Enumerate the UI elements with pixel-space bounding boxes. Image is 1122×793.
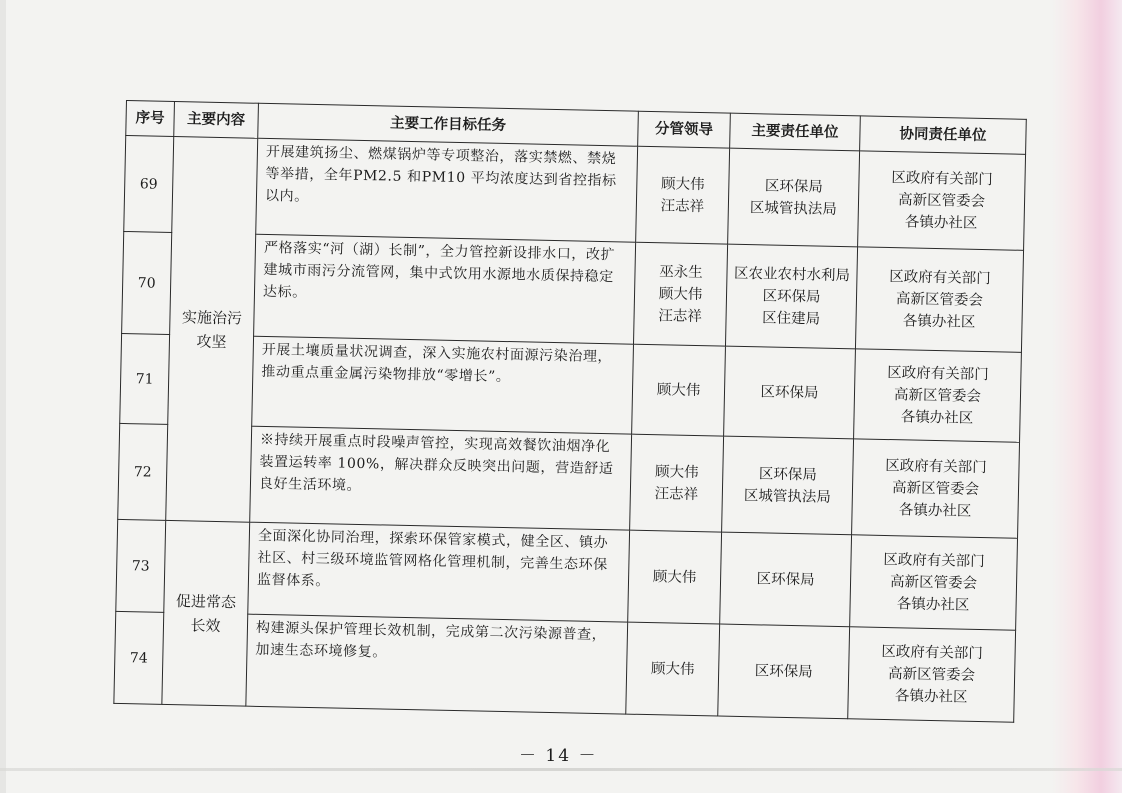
task-table (113, 100, 1026, 723)
coop-unit-cell: 区政府有关部门 高新区管委会 各镇办社区 (858, 151, 1026, 250)
coop-unit-cell: 区政府有关部门 高新区管委会 各镇办社区 (848, 627, 1016, 722)
category-label: 实施治污 (181, 307, 243, 327)
header-content: 主要内容 (174, 102, 259, 139)
coop-unit-cell: 区政府有关部门 高新区管委会 各镇办社区 (852, 439, 1020, 538)
main-unit-cell: 区环保局 (720, 532, 852, 627)
leader-cell: 顾大伟 (626, 622, 720, 716)
main-unit-cell: 区环保局 (718, 624, 850, 719)
task-text: ※持续开展重点时段噪声管控，实现高效餐饮油烟净化装置运转率 100%，解决群众反映突出问题，营造舒适良好生活环境。 (250, 426, 632, 530)
scan-right-edge (1052, 0, 1122, 793)
category-label: 促进常态 (175, 591, 237, 611)
table-row (122, 231, 1024, 352)
header-main-unit: 主要责任单位 (730, 113, 861, 151)
coop-unit-cell: 区政府有关部门 高新区管委会 各镇办社区 (855, 247, 1023, 352)
coop-unit-cell: 区政府有关部门 高新区管委会 各镇办社区 (854, 349, 1022, 442)
leader-cell: 顾大伟 汪志祥 (630, 434, 724, 532)
row-number: 70 (122, 231, 172, 334)
scan-left-edge (0, 0, 6, 793)
coop-unit-cell: 区政府有关部门 高新区管委会 各镇办社区 (850, 535, 1018, 630)
category-cell (162, 520, 250, 706)
table-row (114, 611, 1016, 722)
main-unit-cell: 区环保局 (724, 346, 856, 439)
page-number: － 14 － (519, 746, 598, 766)
document-sheet (112, 100, 1025, 767)
task-text: 构建源头保护管理长效机制，完成第二次污染源普查，加速生态环境修复。 (246, 614, 628, 714)
task-text: 严格落实“河（湖）长制”，全力管控新设排水口，改扩建城市雨污分流管网，集中式饮用水源地水质保持稳定达标。 (254, 234, 636, 344)
main-unit-cell: 区环保局 区城管执法局 (722, 436, 854, 535)
category-label: 长效 (190, 615, 221, 635)
row-number: 74 (114, 611, 164, 704)
table-row (118, 423, 1020, 538)
main-unit-cell: 区环保局 区城管执法局 (728, 148, 860, 247)
header-task: 主要工作目标任务 (258, 103, 639, 146)
leader-cell: 巫永生 顾大伟 汪志祥 (633, 242, 727, 346)
table-row (124, 136, 1026, 251)
category-label: 攻坚 (196, 332, 227, 351)
header-coop-unit: 协同责任单位 (860, 116, 1027, 154)
row-number: 73 (116, 519, 166, 612)
row-number: 72 (118, 423, 168, 520)
leader-cell: 顾大伟 (628, 530, 722, 624)
header-no: 序号 (126, 101, 175, 137)
category-cell (166, 137, 258, 523)
task-text: 开展建筑扬尘、燃煤锅炉等专项整治，落实禁燃、禁烧等举措，全年PM2.5 和PM10 平均浓度达到省控指标以内。 (256, 138, 638, 242)
task-text: 全面深化协同治理，探索环保管家模式，健全区、镇办社区、村三级环境监管网格化管理机制，完善生态环保监督体系。 (248, 522, 630, 622)
header-leader: 分管领导 (638, 111, 731, 148)
scan-bottom-line (0, 768, 1122, 771)
main-unit-cell: 区农业农村水利局 区环保局 区住建局 (725, 244, 857, 349)
row-number: 69 (124, 136, 174, 233)
row-number: 71 (120, 333, 170, 424)
task-text: 开展土壤质量状况调查，深入实施农村面源污染治理，推动重点重金属污染物排放“零增长”。 (252, 336, 634, 434)
leader-cell: 顾大伟 (632, 344, 726, 436)
leader-cell: 顾大伟 汪志祥 (636, 146, 730, 244)
